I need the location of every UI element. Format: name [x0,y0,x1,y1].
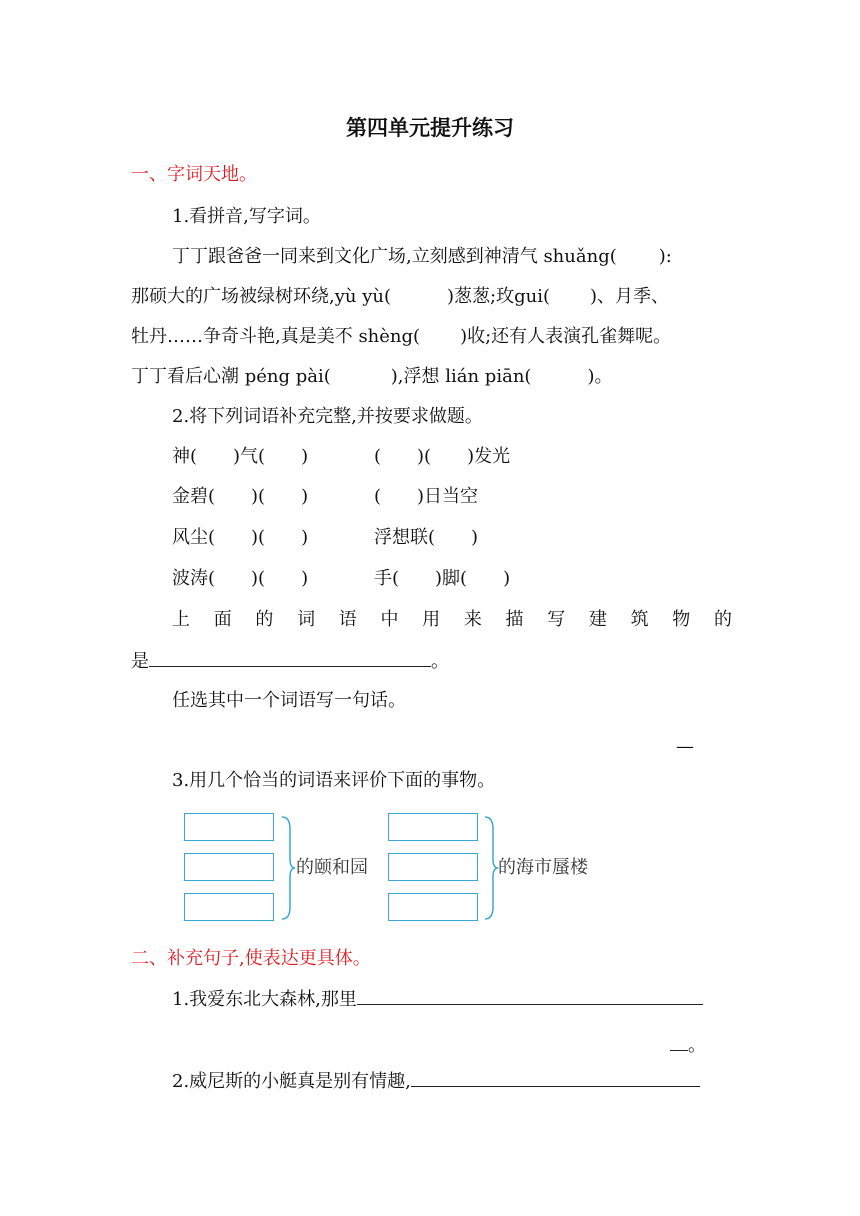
q1-label: 1.看拼音,写字词。 [172,206,321,227]
figure-label-summer-palace: 的颐和园 [296,857,368,878]
brace-icon [483,815,499,921]
q2-label: 2.将下列词语补充完整,并按要求做题。 [172,406,483,427]
section2-heading: 二、补充句子,使表达更具体。 [131,948,371,969]
q1-text: 丁丁看后心潮 péng pài( [131,366,331,387]
brace-icon [280,815,296,921]
q1-text: )收;还有人表演孔雀舞呢。 [460,326,672,347]
q1-passage-line3 [131,324,671,350]
answer-blank[interactable] [411,1068,700,1087]
s2-q1-label: 1.我爱东北大森林,那里 [172,989,357,1010]
answer-box[interactable] [388,893,478,921]
idiom-left[interactable]: 风尘( )( ) [172,527,309,548]
spaced-char: 物 [672,609,691,630]
idiom-right[interactable]: 浮想联( ) [374,527,479,548]
idiom-right[interactable]: ( )( )发光 [374,446,511,467]
spaced-char: 描 [505,609,524,630]
section1-heading: 一、字词天地。 [131,164,257,185]
s2-q2-line [172,1068,700,1095]
figure-label-mirage: 的海市蜃楼 [498,857,588,878]
q1-passage-line2 [131,284,669,310]
answer-box[interactable] [388,813,478,841]
answer-box[interactable] [388,853,478,881]
answer-dash[interactable]: — [676,736,694,757]
q1-text: ),浮想 lián piān( [390,366,532,387]
q2-instruction: 任选其中一个词语写一句话。 [172,690,406,711]
spaced-char: 筑 [630,609,649,630]
answer-blank[interactable] [670,1032,688,1051]
spaced-char: 写 [547,609,566,630]
q2-text: 是 [131,651,149,672]
spaced-char: 的 [255,609,274,630]
q1-text: 牡丹……争奇斗艳,真是美不 shèng( [131,326,421,347]
q3-label: 3.用几个恰当的词语来评价下面的事物。 [172,770,496,791]
idiom-left[interactable]: 金碧( )( ) [172,486,309,507]
idiom-left[interactable]: 神( )气( ) [172,446,309,467]
answer-blank[interactable] [149,648,431,667]
q2-answer-line [131,648,449,675]
spaced-char: 上 [172,609,190,630]
q2-text: 。 [431,651,449,672]
spaced-char: 用 [422,609,441,630]
s2-q1-period: 。 [688,1035,706,1056]
answer-box[interactable] [184,893,274,921]
spaced-char: 词 [297,609,316,630]
q1-passage-line4 [131,364,612,390]
q1-text: 那硕大的广场被绿树环绕,yù yù( [131,286,391,307]
s2-q1-line [172,986,703,1013]
page-title: 第四单元提升练习 [346,115,514,140]
spaced-char: 面 [213,609,232,630]
idiom-left[interactable]: 波涛( )( ) [172,568,309,589]
idiom-right[interactable]: ( )日当空 [374,486,479,507]
q1-text: 丁丁跟爸爸一同来到文化广场,立刻感到神清气 shuǎng( [172,246,617,267]
spaced-char: 建 [588,609,607,630]
q1-passage-line1 [172,244,672,270]
q1-text: )。 [587,366,613,387]
q1-text: )葱葱;玫gui( [447,286,550,307]
answer-box[interactable] [184,813,274,841]
q1-text: )、月季、 [589,286,670,307]
s2-q2-label: 2.威尼斯的小艇真是别有情趣, [172,1071,411,1092]
spaced-char: 语 [338,609,357,630]
spaced-char: 来 [463,609,482,630]
s2-q1-end [670,1032,706,1059]
idiom-right[interactable]: 手( )脚( ) [374,568,511,589]
answer-box[interactable] [184,853,274,881]
answer-blank[interactable] [357,986,703,1005]
spaced-char: 中 [380,609,399,630]
q1-text: ): [658,246,672,267]
q2-question-text [172,607,732,633]
spaced-char: 的 [713,609,732,630]
